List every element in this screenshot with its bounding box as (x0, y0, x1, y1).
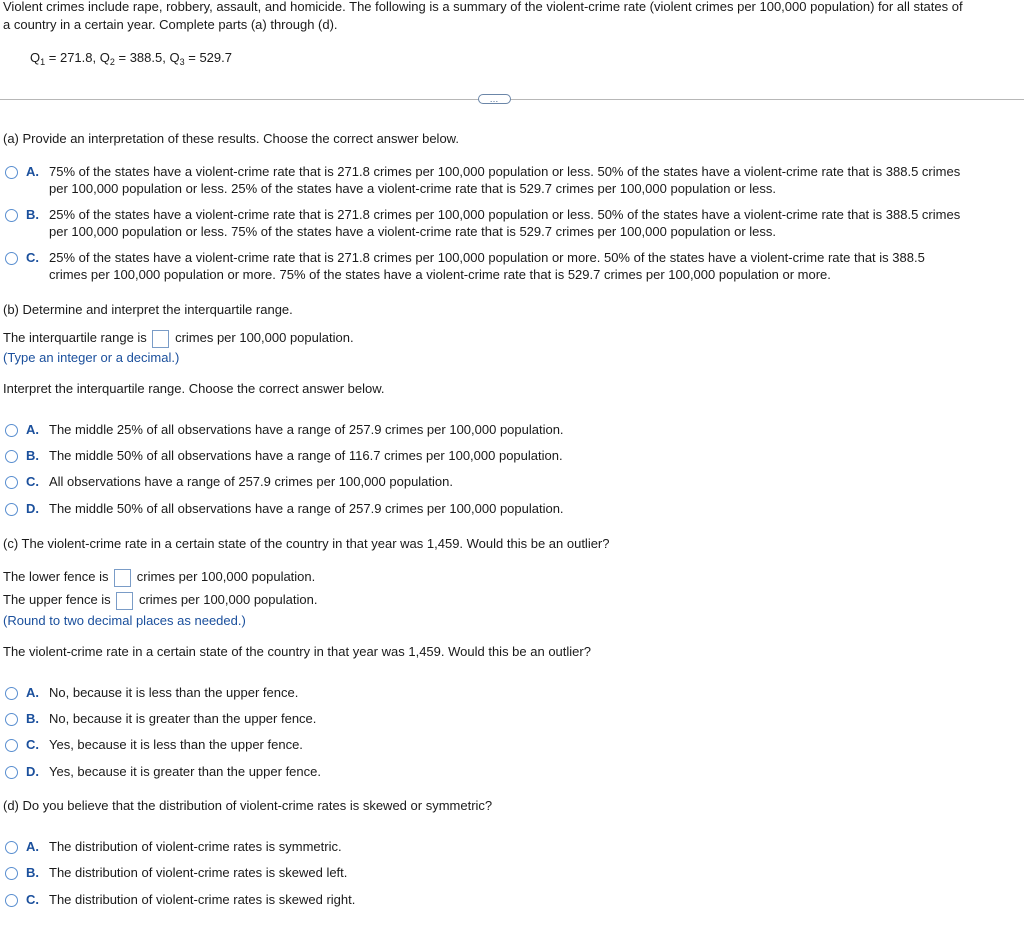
q2-value: = 388.5, (118, 50, 170, 65)
lower-fence-input[interactable] (114, 569, 131, 587)
option-letter: A. (26, 685, 39, 700)
lower-fence-prefix: The lower fence is (3, 569, 109, 584)
option-letter: B. (26, 207, 39, 222)
option-text-line-2: crimes per 100,000 population or more. 75% of the states have a violent-crime rate that is 529.7 crimes per 100,000 population or more. (49, 267, 831, 282)
lower-fence-suffix: crimes per 100,000 population. (136, 569, 316, 584)
radio-button[interactable] (5, 867, 18, 880)
expand-more-button[interactable]: … (478, 94, 511, 104)
radio-button[interactable] (5, 687, 18, 700)
option-text: No, because it is less than the upper fence. (49, 685, 299, 700)
radio-button[interactable] (5, 739, 18, 752)
option-letter: D. (26, 501, 39, 516)
radio-button[interactable] (5, 450, 18, 463)
radio-button[interactable] (5, 252, 18, 265)
radio-button[interactable] (5, 424, 18, 437)
problem-intro-line-1: Violent crimes include rape, robbery, assault, and homicide. The following is a summary of the violent-crime rate (violent crimes per 100,000 population) for all states of (3, 0, 963, 14)
option-letter: C. (26, 737, 39, 752)
option-letter: D. (26, 764, 39, 779)
part-c-question: (c) The violent-crime rate in a certain state of the country in that year was 1,459. Would this be an outlier? (3, 536, 610, 551)
option-text: The middle 50% of all observations have a range of 257.9 crimes per 100,000 population. (49, 501, 564, 516)
part-c-hint: (Round to two decimal places as needed.) (3, 613, 246, 628)
option-text: The middle 25% of all observations have a range of 257.9 crimes per 100,000 population. (49, 422, 564, 437)
radio-button[interactable] (5, 166, 18, 179)
radio-button[interactable] (5, 476, 18, 489)
part-a-question: (a) Provide an interpretation of these results. Choose the correct answer below. (3, 131, 459, 146)
q2-label: Q (99, 50, 110, 65)
radio-button[interactable] (5, 766, 18, 779)
q3-subscript: 3 (179, 57, 185, 67)
option-text: The distribution of violent-crime rates is symmetric. (49, 839, 342, 854)
problem-intro-line-2: a country in a certain year. Complete parts (a) through (d). (3, 17, 338, 32)
lower-fence-row (3, 567, 315, 587)
iqr-suffix: crimes per 100,000 population. (175, 330, 354, 345)
part-c-outlier-prompt: The violent-crime rate in a certain state of the country in that year was 1,459. Would this be an outlier? (3, 644, 591, 659)
radio-button[interactable] (5, 841, 18, 854)
upper-fence-row (3, 590, 317, 610)
option-text-line-2: per 100,000 population or less. 25% of the states have a violent-crime rate that is 529.7 crimes per 100,000 population or less. (49, 181, 776, 196)
iqr-answer-row (3, 328, 354, 348)
q1-value: = 271.8, (48, 50, 100, 65)
part-d-question: (d) Do you believe that the distribution of violent-crime rates is skewed or symmetric? (3, 798, 493, 813)
option-text: The distribution of violent-crime rates is skewed right. (49, 892, 356, 907)
option-text: Yes, because it is greater than the upper fence. (49, 764, 321, 779)
q1-label: Q (30, 50, 41, 65)
radio-button[interactable] (5, 894, 18, 907)
iqr-input[interactable] (152, 330, 169, 348)
section-divider (0, 99, 1024, 100)
radio-button[interactable] (5, 503, 18, 516)
option-letter: B. (26, 448, 39, 463)
option-letter: A. (26, 839, 39, 854)
q1-subscript: 1 (40, 57, 46, 67)
part-b-interpret-prompt: Interpret the interquartile range. Choose the correct answer below. (3, 381, 385, 396)
q3-label: Q (169, 50, 180, 65)
radio-button[interactable] (5, 713, 18, 726)
option-text: The distribution of violent-crime rates is skewed left. (49, 865, 348, 880)
part-b-question: (b) Determine and interpret the interquartile range. (3, 302, 293, 317)
upper-fence-suffix: crimes per 100,000 population. (138, 592, 318, 607)
option-text: No, because it is greater than the upper fence. (49, 711, 317, 726)
option-text: Yes, because it is less than the upper fence. (49, 737, 303, 752)
quartile-summary (30, 50, 232, 66)
option-text-line-1: 25% of the states have a violent-crime rate that is 271.8 crimes per 100,000 population or more. 50% of the states have a violent-crime rate that is 388.5 (49, 250, 925, 265)
option-letter: B. (26, 865, 39, 880)
option-letter: C. (26, 474, 39, 489)
option-letter: C. (26, 892, 39, 907)
part-b-hint: (Type an integer or a decimal.) (3, 350, 180, 365)
q2-subscript: 2 (109, 57, 115, 67)
option-letter: C. (26, 250, 39, 265)
q3-value: = 529.7 (188, 50, 232, 65)
option-text: The middle 50% of all observations have a range of 116.7 crimes per 100,000 population. (49, 448, 563, 463)
option-letter: B. (26, 711, 39, 726)
upper-fence-prefix: The upper fence is (3, 592, 111, 607)
option-text-line-1: 25% of the states have a violent-crime rate that is 271.8 crimes per 100,000 population or less. 50% of the states have a violent-crime rate that is 388.5 crimes (49, 207, 961, 222)
radio-button[interactable] (5, 209, 18, 222)
option-letter: A. (26, 164, 39, 179)
option-text-line-1: 75% of the states have a violent-crime rate that is 271.8 crimes per 100,000 population or less. 50% of the states have a violent-crime rate that is 388.5 crimes (49, 164, 961, 179)
iqr-prefix: The interquartile range is (3, 330, 147, 345)
option-letter: A. (26, 422, 39, 437)
option-text-line-2: per 100,000 population or less. 75% of the states have a violent-crime rate that is 529.7 crimes per 100,000 population or less. (49, 224, 776, 239)
option-text: All observations have a range of 257.9 crimes per 100,000 population. (49, 474, 453, 489)
upper-fence-input[interactable] (116, 592, 133, 610)
